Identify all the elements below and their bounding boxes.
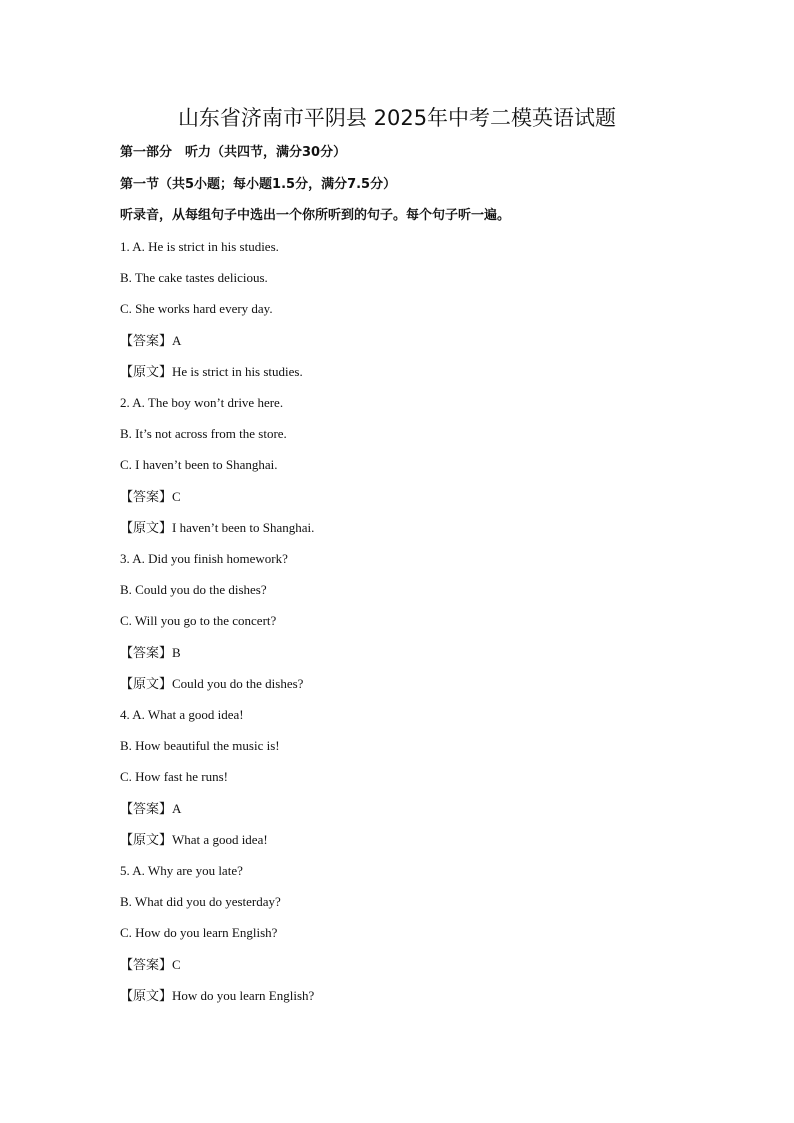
answer-label: 【答案】: [120, 958, 173, 973]
answer-label: 【答案】: [120, 646, 173, 661]
q5-option-a: 5. A. Why are you late?: [120, 863, 243, 878]
q4-option-b: B. How beautiful the music is!: [120, 738, 280, 753]
q3-option-a: 3. A. Did you finish homework?: [120, 551, 288, 566]
q3-answer-value: B: [172, 645, 181, 660]
q3-option-c: C. Will you go to the concert?: [120, 613, 277, 628]
q4-option-a: 4. A. What a good idea!: [120, 707, 244, 722]
transcript-label: 【原文】: [120, 677, 173, 692]
q2-transcript: [120, 519, 314, 538]
q5-option-c: C. How do you learn English?: [120, 925, 278, 940]
q2-answer-value: C: [172, 489, 181, 504]
q2-transcript-text: I haven’t been to Shanghai.: [172, 520, 315, 535]
q3-transcript-text: Could you do the dishes?: [172, 676, 304, 691]
transcript-label: 【原文】: [120, 833, 173, 848]
q3-option-b: B. Could you do the dishes?: [120, 582, 267, 597]
q2-answer: [120, 488, 181, 507]
answer-label: 【答案】: [120, 802, 173, 817]
q1-transcript: [120, 363, 303, 382]
section-heading: 第一节（共5小题；每小题1.5分，满分7.5分）: [120, 177, 397, 192]
q1-answer: [120, 332, 181, 351]
transcript-label: 【原文】: [120, 521, 173, 536]
q1-option-c: C. She works hard every day.: [120, 301, 273, 316]
answer-label: 【答案】: [120, 490, 173, 505]
document-title: 山东省济南市平阴县 2025年中考二模英语试题: [177, 106, 617, 130]
q5-transcript: [120, 987, 314, 1006]
q1-option-a: 1. A. He is strict in his studies.: [120, 239, 279, 254]
q5-transcript-text: How do you learn English?: [172, 988, 315, 1003]
answer-label: 【答案】: [120, 334, 173, 349]
q5-option-b: B. What did you do yesterday?: [120, 894, 281, 909]
transcript-label: 【原文】: [120, 365, 173, 380]
instructions: 听录音，从每组句子中选出一个你所听到的句子。每个句子听一遍。: [120, 208, 511, 223]
q1-transcript-text: He is strict in his studies.: [172, 364, 303, 379]
q2-option-b: B. It’s not across from the store.: [120, 426, 287, 441]
q3-transcript: [120, 675, 303, 694]
q2-option-c: C. I haven’t been to Shanghai.: [120, 457, 278, 472]
q5-answer-value: C: [172, 957, 181, 972]
q1-answer-value: A: [172, 333, 182, 348]
q2-option-a: 2. A. The boy won’t drive here.: [120, 395, 284, 410]
transcript-label: 【原文】: [120, 989, 173, 1004]
q4-answer: [120, 800, 181, 819]
q4-transcript: [120, 831, 268, 850]
q4-transcript-text: What a good idea!: [172, 832, 268, 847]
q1-option-b: B. The cake tastes delicious.: [120, 270, 268, 285]
part-heading: 第一部分 听力（共四节，满分30分）: [120, 145, 347, 160]
q5-answer: [120, 956, 181, 975]
q4-option-c: C. How fast he runs!: [120, 769, 228, 784]
q4-answer-value: A: [172, 801, 182, 816]
q3-answer: [120, 644, 181, 663]
